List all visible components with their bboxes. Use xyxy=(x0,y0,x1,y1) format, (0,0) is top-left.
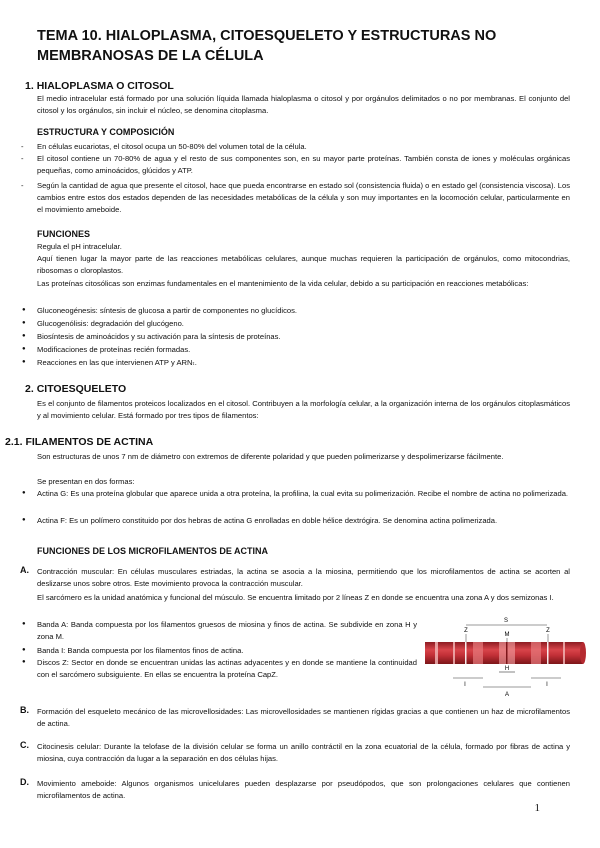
actin-form: ● Actina F: Es un polímero constituido por dos hebras de actina G enrolladas en doble hélice dextrógira. Se denomina actina polimerizada. xyxy=(37,515,570,527)
label-z: Z xyxy=(464,628,468,634)
fiber-end xyxy=(580,642,586,664)
letter-a: A. xyxy=(20,565,29,575)
function-d: D. Movimiento ameboide: Algunos organismos unicelulares pueden desplazarse por pseudópodos, que son prolongaciones celulares que contienen microfilamentos de actina. xyxy=(20,777,570,800)
sarcomere-text: El sarcómero es la unidad anatómica y funcional del músculo. Se encuentra limitado por 2 líneas Z en donde se encuentra una zona A y dos semizonas I. xyxy=(37,593,554,602)
band-stripe xyxy=(435,642,438,664)
page-title: TEMA 10. HIALOPLASMA, CITOESQUELETO Y ESTRUCTURAS NO MEMBRANOSAS DE LA CÉLULA xyxy=(37,28,497,64)
label-m: M xyxy=(504,632,510,638)
band-bullet: ● Banda A: Banda compuesta por los filamentos gruesos de miosina y finos de actina. Se subdivide en zona H y zona M. xyxy=(37,619,417,643)
function-c: C. Citocinesis celular: Durante la telofase de la división celular se forma un anillo contráctil en la zona ecuatorial de la célula, formado por fibras de actina y miosina, cuya contracción da lugar a la separación en dos células hijas. xyxy=(20,740,570,763)
structure-item: - Según la cantidad de agua que presente el citosol, hace que pueda encontrarse en estado sol (consistencia fluida) o en estado gel (consistencia viscosa). Los cambios entre estos dos estados dependen de las necesidades metabólicas de la célula y son muy importantes en la locomoción celular, particularmente en el movimiento ameboide. xyxy=(37,180,570,215)
function-bullet: ● Gluconeogénesis: síntesis de glucosa a partir de componentes no glucídicos. xyxy=(37,305,570,317)
function-a: A. Contracción muscular: En células musculares estriadas, la actina se asocia a la miosina, permitiendo que los microfilamentos de actina se acorten al deslizarse unos sobre otros. Este movimiento provoca la contracción muscular. xyxy=(20,565,570,588)
function-line: Las proteínas citosólicas son enzimas fundamentales en el mantenimiento de la vida celular, debido a su participación en reacciones metabólicas: xyxy=(37,279,529,288)
label-s: S xyxy=(503,618,509,624)
functions-heading: FUNCIONES xyxy=(37,229,91,239)
function-bullet: ● Reacciones en las que intervienen ATP y ARNₜ. xyxy=(37,357,570,369)
m-line xyxy=(506,642,508,664)
z-line xyxy=(547,642,549,664)
label-h: H xyxy=(504,666,510,672)
function-bullet: ● Glucogenólisis: degradación del glucógeno. xyxy=(37,318,570,330)
microfilament-functions-heading: FUNCIONES DE LOS MICROFILAMENTOS DE ACTINA xyxy=(37,546,269,556)
section-2-intro: Es el conjunto de filamentos proteicos localizados en el citosol. Contribuyen a la morfología celular, a la organización interna de los orgánulos citoplasmáticos y al movimiento celular. Está formado por tres tipos de filamentos: xyxy=(37,399,570,420)
letter-d: D. xyxy=(20,777,29,787)
label-i: I xyxy=(464,682,466,688)
section-1-heading: 1. HIALOPLASMA O CITOSOL xyxy=(25,80,174,92)
band-bullet: ● Banda I: Banda compuesta por los filamentos finos de actina. xyxy=(37,645,417,657)
letter-b: B. xyxy=(20,705,29,715)
label-z: Z xyxy=(546,628,550,634)
label-a: A xyxy=(504,692,510,698)
structure-item: - En células eucariotas, el citosol ocupa un 50-80% del volumen total de la célula. xyxy=(37,141,570,153)
sarcomere-diagram xyxy=(425,612,587,704)
structure-heading: ESTRUCTURA Y COMPOSICIÓN xyxy=(37,127,175,137)
section-2-1-heading: 2.1. FILAMENTOS DE ACTINA xyxy=(5,436,154,448)
band-bullet: ● Discos Z: Sector en donde se encuentran unidas las actinas adyacentes y en donde se mantiene la continuidad con el sarcómero subsiguiente. En ellas se encuentra la proteína CapZ. xyxy=(37,657,417,681)
band-stripe xyxy=(563,642,565,664)
function-bullet: ● Modificaciones de proteínas recién formadas. xyxy=(37,344,570,356)
function-line: Aquí tienen lugar la mayor parte de las reacciones metabólicas celulares, aunque muchas requieren la participación de orgánulos, como mitocondrias, ribosomas o cloroplastos. xyxy=(37,254,570,275)
function-line: Regula el pH intracelular. xyxy=(37,242,122,251)
section-1-intro: El medio intracelular está formado por una solución líquida llamada hialoplasma o citosol y por orgánulos delimitados o no por membranas. El conjunto del citosol y los orgánulos, sin incluir el núcleo, se denomina citoplasma. xyxy=(37,94,570,115)
section-2-1-intro: Son estructuras de unos 7 nm de diámetro con extremos de diferente polaridad y que pueden polimerizarse y despolimerizarse fácilmente. xyxy=(37,452,504,461)
z-line xyxy=(465,642,467,664)
section-2-heading: 2. CITOESQUELETO xyxy=(25,383,127,395)
page-number: 1 xyxy=(534,802,540,814)
i-band xyxy=(473,642,483,664)
structure-item: - El citosol contiene un 70-80% de agua y el resto de sus componentes son, en su mayor parte proteínas. También consta de iones y moléculas orgánicas pequeñas, como aminoácidos, glúcidos y ATP. xyxy=(37,153,570,177)
band-stripe xyxy=(453,642,455,664)
forms-line: Se presentan en dos formas: xyxy=(37,477,135,486)
i-band xyxy=(531,642,541,664)
function-b: B. Formación del esqueleto mecánico de las microvellosidades: Las microvellosidades se mantienen rígidas gracias a que contienen un haz de microfilamentos de actina. xyxy=(20,705,570,728)
letter-c: C. xyxy=(20,740,29,750)
function-bullet: ● Biosíntesis de aminoácidos y su activación para la síntesis de proteínas. xyxy=(37,331,570,343)
label-i: I xyxy=(546,682,548,688)
actin-form: ● Actina G: Es una proteína globular que aparece unida a otra proteína, la profilina, la cual evita su polimerización. Recibe el nombre de actina no polimerizada. xyxy=(37,488,570,500)
